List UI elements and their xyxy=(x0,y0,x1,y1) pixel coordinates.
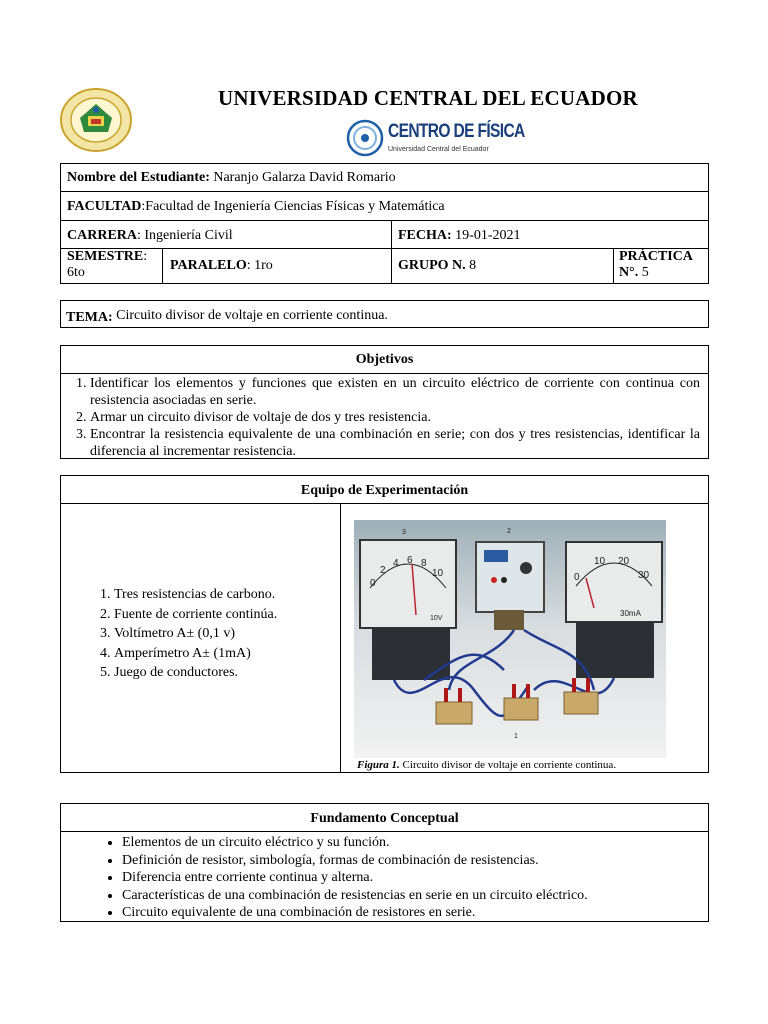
photo-label: 3 xyxy=(402,529,406,536)
logo-title: CENTRO DE FÍSICA xyxy=(388,121,525,142)
career-row xyxy=(67,227,233,244)
student-label: Nombre del Estudiante: xyxy=(67,170,210,185)
equipment-heading: Equipo de Experimentación xyxy=(300,483,469,498)
concept-item: • Elementos de un circuito eléctrico y su función. xyxy=(122,834,588,852)
parallel-value: : 1ro xyxy=(246,258,273,273)
concept-item: • Circuito equivalente de una combinación de resistores en serie. xyxy=(122,904,588,922)
semester-label: SEMESTRE xyxy=(67,249,144,264)
voltmeter-scale-label: 2 xyxy=(380,565,386,576)
voltmeter-scale-label: 6 xyxy=(407,555,413,566)
photo-label: 2 xyxy=(507,528,511,535)
figure-label: Figura 1 xyxy=(357,759,398,771)
experiment-photo xyxy=(354,520,666,758)
figure-caption-text: Circuito divisor de voltaje en corriente continua. xyxy=(402,759,617,771)
equipment-list xyxy=(88,585,277,683)
concept-item: • Diferencia entre corriente continua y alterna. xyxy=(122,869,588,887)
concepts-heading: Fundamento Conceptual xyxy=(310,811,459,826)
objectives-list xyxy=(66,375,700,460)
date-value: 19-01-2021 xyxy=(455,228,521,243)
ammeter-scale-label: 30 xyxy=(638,570,650,581)
photo-label: 1 xyxy=(514,733,518,740)
semester-value: 6to xyxy=(67,265,85,280)
equipment-item: 2. Fuente de corriente continúa. xyxy=(114,605,277,625)
ammeter-unit: 30mA xyxy=(620,609,641,618)
ammeter-scale-label: 20 xyxy=(618,556,630,567)
topic-value: Circuito divisor de voltaje en corriente continua. xyxy=(116,308,388,323)
objective-item: 1. Identificar los elementos y funciones que existen en un circuito eléctrico de corriente con continua con resistencia asociadas en serie. xyxy=(90,375,700,409)
date-row xyxy=(398,227,521,244)
voltmeter-scale-label: 8 xyxy=(421,558,427,569)
equipment-item: 5. Juego de conductores. xyxy=(114,663,277,683)
university-title: UNIVERSIDAD CENTRAL DEL ECUADOR xyxy=(218,86,638,110)
faculty-label: FACULTAD xyxy=(67,199,142,214)
objectives-heading: Objetivos xyxy=(355,352,414,367)
concept-item: • Definición de resistor, simbología, formas de combinación de resistencias. xyxy=(122,852,588,870)
logo-subtitle: Universidad Central del Ecuador xyxy=(388,146,489,153)
parallel-label: PARALELO xyxy=(170,258,247,273)
faculty-value: :Facultad de Ingeniería Ciencias Físicas y Matemática xyxy=(141,199,445,214)
topic-label: TEMA: xyxy=(66,310,113,325)
figure-caption: Figura 1. Circuito divisor de voltaje en corriente continua. xyxy=(357,759,617,771)
concept-item: • Características de una combinación de resistencias en serie en un circuito eléctrico. xyxy=(122,887,588,905)
ammeter-scale-label: 10 xyxy=(594,556,606,567)
ammeter-scale-label: 0 xyxy=(574,572,580,583)
centro-fisica-logo xyxy=(346,118,525,158)
practice-value: 5 xyxy=(641,265,649,280)
career-value: : Ingeniería Civil xyxy=(137,228,233,243)
career-label: CARRERA xyxy=(67,228,137,243)
topic-row xyxy=(66,307,388,324)
practice-label: PRÁCTICA xyxy=(619,249,693,264)
objective-item: 3. Encontrar la resistencia equivalente de una combinación en serie; con dos y tres resistencias, identificar la diferencia al incrementar resistencia. xyxy=(90,426,700,460)
concepts-list xyxy=(96,834,588,922)
voltmeter-scale-label: 10 xyxy=(432,568,444,579)
equipment-item: 3. Voltímetro A± (0,1 v) xyxy=(114,624,277,644)
voltmeter xyxy=(360,529,456,680)
semester-cell: SEMESTRE: 6to xyxy=(67,249,148,280)
parallel-cell xyxy=(170,257,273,274)
date-label: FECHA: xyxy=(398,228,452,243)
practice-n-label: N°. xyxy=(619,265,639,280)
faculty-row xyxy=(67,198,445,215)
group-label: GRUPO N. xyxy=(398,258,466,273)
student-row xyxy=(67,169,396,186)
ammeter xyxy=(566,542,662,678)
practice-cell xyxy=(619,249,693,281)
equipment-item: 1. Tres resistencias de carbono. xyxy=(114,585,277,605)
voltmeter-unit: 10V xyxy=(430,615,443,622)
equipment-item: 4. Amperímetro A± (1mA) xyxy=(114,644,277,664)
university-seal xyxy=(60,88,132,152)
voltmeter-scale-label: 4 xyxy=(393,558,399,569)
group-value: 8 xyxy=(469,258,477,273)
objective-item: 2. Armar un circuito divisor de voltaje de dos y tres resistencia. xyxy=(90,409,700,426)
group-cell xyxy=(398,257,476,274)
student-name: Naranjo Galarza David Romario xyxy=(213,170,396,185)
voltmeter-scale-label: 0 xyxy=(370,578,376,589)
